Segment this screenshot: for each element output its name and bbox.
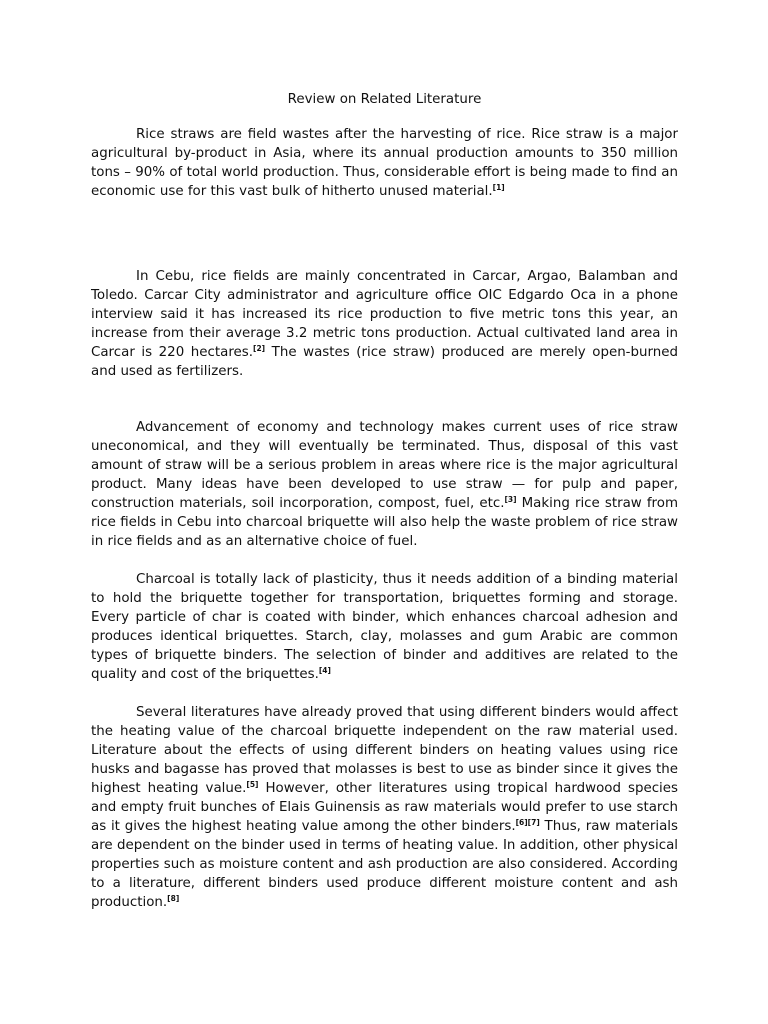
- paragraph-text: Rice straws are field wastes after the harvesting of rice. Rice straw is a major agricultural by-product in Asia, where its annual production amounts to 350 million tons – 90% of total world production. Thus, considerable effort is being made to find an economic use for this vast bulk of hitherto unused material.: [91, 127, 678, 199]
- paragraph-text: In Cebu, rice fields are mainly concentrated in Carcar, Argao, Balamban and Toledo. Carcar City administrator and agriculture office OIC Edgardo Oca in a phone interview said it has increased its rice production to five metric tons this year, an increase from their average 3.2 metric tons production. Actual cultivated land area in Carcar is 220 hectares.: [91, 269, 678, 360]
- paragraph-cebu-rice-fields: [91, 267, 678, 381]
- citation-8: [8]: [167, 894, 180, 903]
- citation-5: [5]: [246, 780, 259, 789]
- document-title: Review on Related Literature: [287, 92, 482, 107]
- paragraph-text: Making rice straw from rice fields in Cebu into charcoal briquette will also help the waste problem of rice straw in rice fields and as an alternative choice of fuel.: [91, 496, 679, 549]
- paragraph-binder-literature: [91, 703, 678, 912]
- citation-6-7: [6][7]: [515, 818, 540, 827]
- paragraph-text: Charcoal is totally lack of plasticity, thus it needs addition of a binding material to hold the briquette together for transportation, briquettes forming and storage. Every particle of char is coated with binder, which enhances charcoal adhesion and produces identical briquettes. Starch, clay, molasses and gum Arabic are common types of briquette binders. The selection of binder and additives are related to the quality and cost of the briquettes.: [91, 572, 678, 682]
- document-page: [91, 90, 678, 912]
- paragraph-text: Advancement of economy and technology makes current uses of rice straw uneconomical, and they will eventually be terminated. Thus, disposal of this vast amount of straw will be a serious problem in areas where rice is the major agricultural product. Many ideas have been developed to use straw — for pulp and paper, construction materials, soil incorporation, compost, fuel, etc.: [91, 420, 678, 511]
- citation-3: [3]: [504, 495, 517, 504]
- paragraph-straw-disposal: [91, 418, 678, 551]
- paragraph-text: The wastes (rice straw) produced are merely open-burned and used as fertilizers.: [91, 345, 678, 379]
- citation-4: [4]: [318, 666, 331, 675]
- paragraph-text: Thus, raw materials are dependent on the binder used in terms of heating value. In addition, other physical properties such as moisture content and ash production are also considered. According to a literature, different binders used produce different moisture content and ash production.: [91, 819, 678, 910]
- paragraph-text: Several literatures have already proved that using different binders would affect the heating value of the charcoal briquette independent on the raw material used. Literature about the effects of using different binders on heating values using rice husks and bagasse has proved that molasses is best to use as binder since it gives the highest heating value.: [91, 705, 678, 796]
- paragraph-rice-straw-intro: [91, 125, 678, 201]
- citation-1: [1]: [492, 183, 505, 192]
- paragraph-charcoal-binders: [91, 570, 678, 684]
- citation-2: [2]: [253, 344, 266, 353]
- paragraph-text: However, other literatures using tropical hardwood species and empty fruit bunches of Elais Guinensis as raw materials would prefer to use starch as it gives the highest heating value among the other binders.: [91, 781, 678, 834]
